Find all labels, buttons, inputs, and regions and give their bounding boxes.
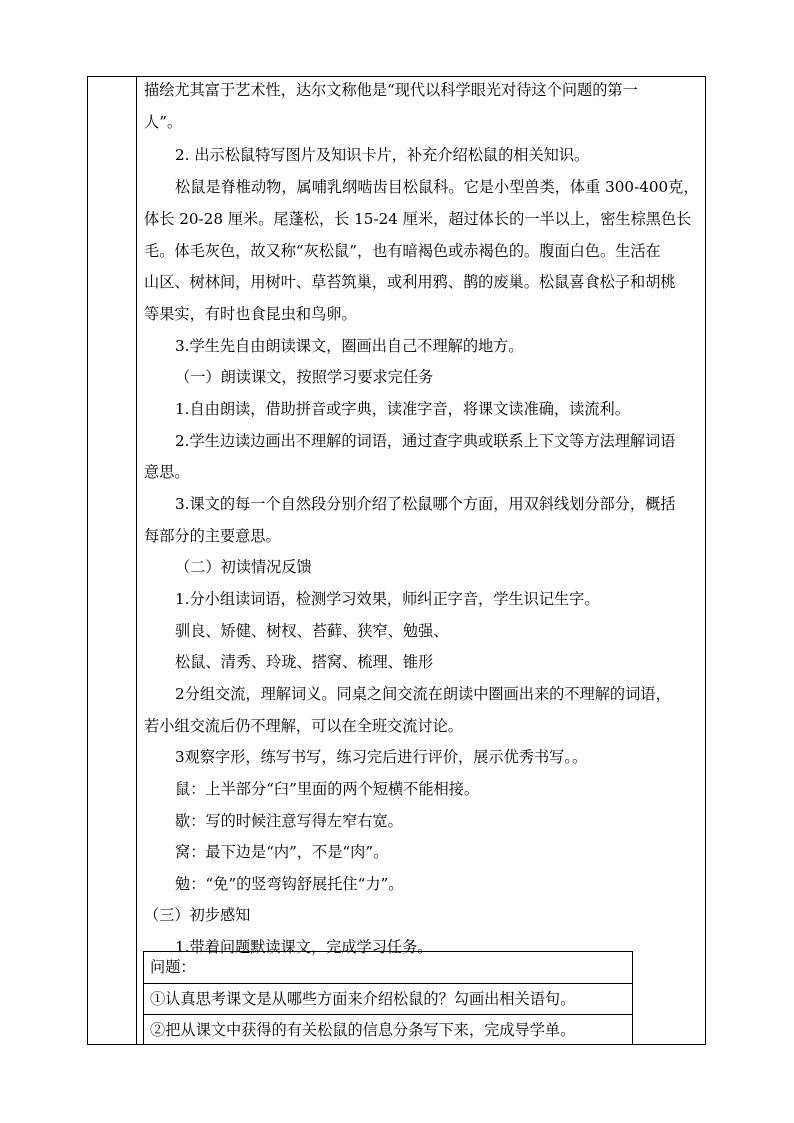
- paragraph-line: 若小组交流后仍不理解，可以在全班交流讨论。: [144, 717, 463, 735]
- paragraph-line: 1.带着问题默读课文，完成学习任务。: [175, 938, 433, 956]
- paragraph-line: 2.学生边读边画出不理解的词语，通过查字典或联系上下文等方法理解词语: [175, 432, 676, 450]
- question-row: [144, 1014, 632, 1045]
- question-item: ②把从课文中获得的有关松鼠的信息分条写下来，完成导学单。: [150, 1021, 576, 1039]
- paragraph-line: 3观察字形，练写书写，练习完后进行评价，展示优秀书写。。: [175, 748, 588, 766]
- section-heading: （三）初步感知: [144, 906, 251, 924]
- section-heading: （二）初读情况反馈: [175, 558, 312, 576]
- paragraph-line: 1.分小组读词语，检测学习效果，师纠正字音，学生识记生字。: [175, 590, 600, 608]
- question-item: ①认真思考课文是从哪些方面来介绍松鼠的？勾画出相关语句。: [150, 990, 576, 1008]
- question-box-header: 问题：: [150, 958, 196, 976]
- character-note: 歇：写的时候注意写得左窄右宽。: [175, 812, 403, 830]
- question-row: [144, 983, 632, 1014]
- paragraph-line: 人”。: [144, 113, 183, 131]
- paragraph-line: 2分组交流，理解词义。同桌之间交流在朗读中圈画出来的不理解的词语，: [175, 685, 671, 703]
- paragraph-line: 每部分的主要意思。: [144, 527, 281, 545]
- paragraph-line: 3.课文的每一个自然段分别介绍了松鼠哪个方面，用双斜线划分部分，概括: [175, 495, 676, 513]
- question-box: [143, 951, 633, 1045]
- section-heading: （一）朗读课文，按照学习要求完任务: [175, 368, 434, 386]
- paragraph-line: 1.自由朗读，借助拼音或字典，读准字音，将课文读准确，读流利。: [175, 400, 630, 418]
- character-note: 勉：“免”的竖弯钩舒展托住“力”。: [175, 875, 404, 893]
- paragraph-line: 等果实，有时也食昆虫和鸟卵。: [144, 305, 357, 323]
- paragraph-line: 意思。: [144, 463, 190, 481]
- word-list-line: 驯良、矫健、树杈、苔藓、狭窄、勉强、: [175, 622, 449, 640]
- paragraph-line: 山区、树林间，用树叶、草苔筑巢，或利用鸦、鹊的废巢。松鼠喜食松子和胡桃: [144, 273, 676, 291]
- table-column-divider: [136, 76, 137, 1045]
- character-note: 窝：最下边是“内”，不是“肉”。: [175, 843, 389, 861]
- character-note: 鼠：上半部分“臼”里面的两个短横不能相接。: [175, 780, 480, 798]
- paragraph-line: 描绘尤其富于艺术性，达尔文称他是“现代以科学眼光对待这个问题的第一: [144, 81, 638, 99]
- paragraph-line: 2. 出示松鼠特写图片及知识卡片，补充介绍松鼠的相关知识。: [175, 146, 590, 164]
- paragraph-line: 3.学生先自由朗读课文，圈画出自己不理解的地方。: [175, 337, 524, 355]
- paragraph-line: 松鼠是脊椎动物，属哺乳纲啮齿目松鼠科。它是小型兽类，体重 300-400克，: [175, 178, 699, 196]
- word-list-line: 松鼠、清秀、玲珑、搭窝、梳理、锥形: [175, 653, 434, 671]
- paragraph-line: 体长 20-28 厘米。尾蓬松，长 15-24 厘米，超过体长的一半以上，密生棕黑色长: [144, 210, 692, 228]
- paragraph-line: 毛。体毛灰色，故又称“灰松鼠”，也有暗褐色或赤褐色的。腹面白色。生活在: [144, 242, 661, 260]
